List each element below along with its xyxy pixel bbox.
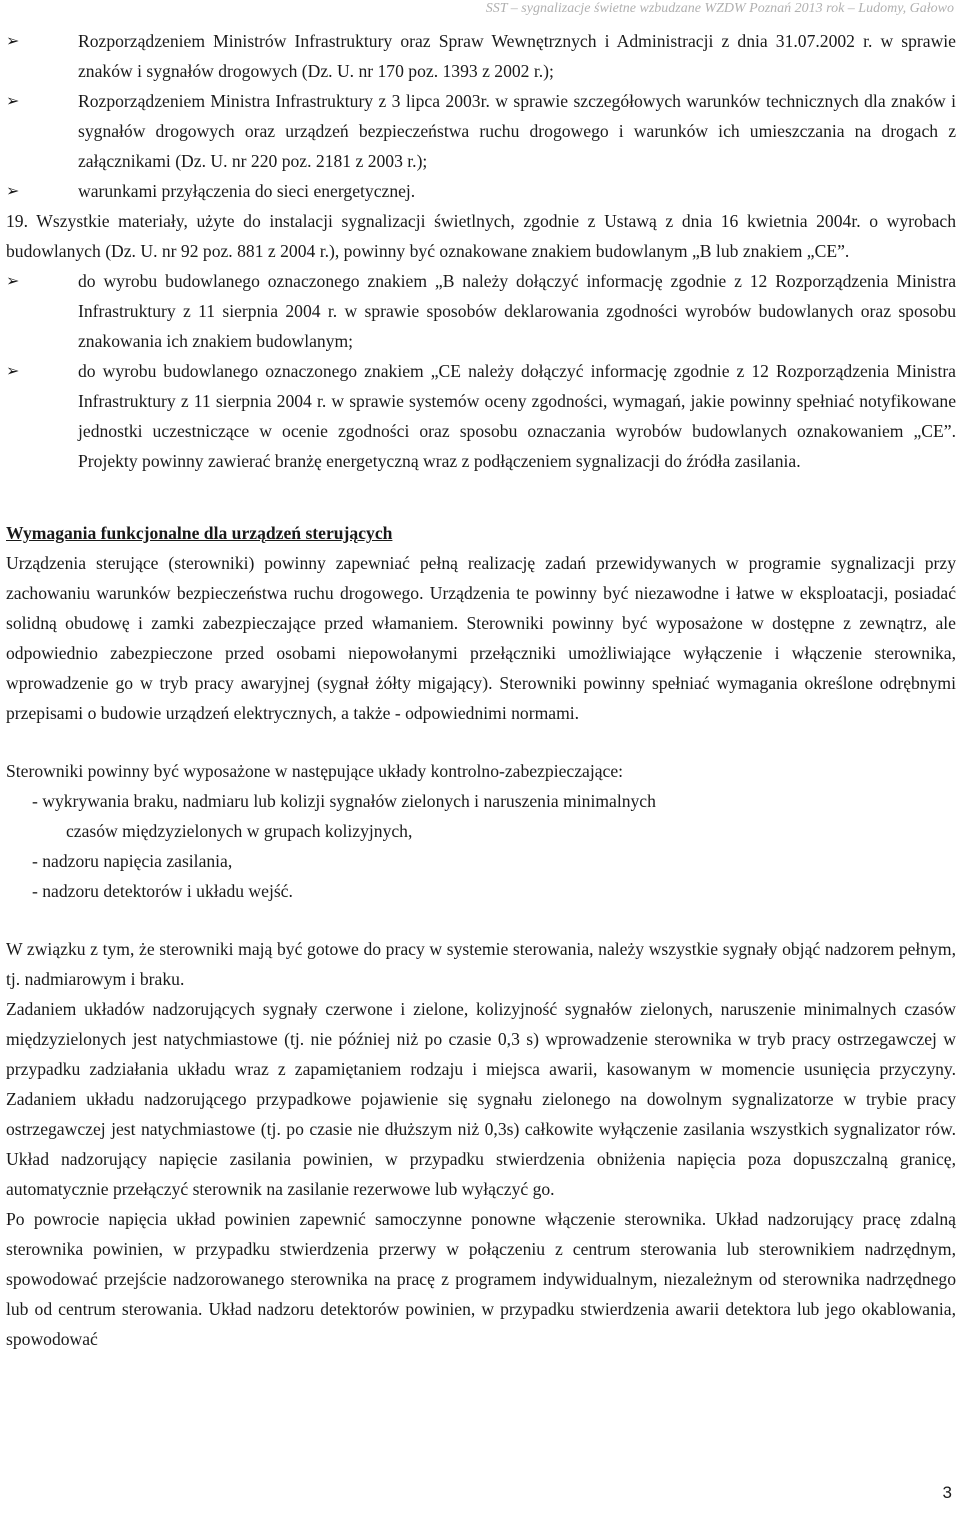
arrowhead-bullet-icon: ➢ xyxy=(6,361,20,380)
list-item xyxy=(6,356,956,476)
arrowhead-bullet-icon: ➢ xyxy=(6,181,20,200)
arrowhead-bullet-icon: ➢ xyxy=(6,31,20,50)
bullet-text: Rozporządzeniem Ministra Infrastruktury z 3 lipca 2003r. w sprawie szczegółowych warunków technicznych dla znaków i sygnałów drogowych oraz urządzeń bezpieczeństwa ruchu drogowego i warunków ich umieszczania na drogach z załącznikami (Dz. U. nr 220 poz. 2181 z 2003 r.); xyxy=(78,91,956,171)
paragraph: Po powrocie napięcia układ powinien zapewnić samoczynne ponowne włączenie sterownika. Układ nadzorujący pracę zdalną sterownika powinien, w przypadku stwierdzenia przerwy w połączeniu z centrum sterowania lub sterownikiem nadrzędnym, spowodować przejście nadzorowanego sterownika na pracę z programem indywidualnym, niezależnym od sterownika nadrzędnego lub od centrum sterowania. Układ nadzoru detektorów powinien, w przypadku stwierdzenia awarii detektora lub jego okablowania, spowodować xyxy=(6,1209,956,1349)
bullet-text: do wyrobu budowlanego oznaczonego znakiem „B należy dołączyć informację zgodnie z 12 Rozporządzenia Ministra Infrastruktury z 11 sierpnia 2004 r. w sprawie sposobów deklarowania zgodności wyrobów budowlanych oraz sposobu znakowania ich znakiem budowlanym; xyxy=(78,271,956,351)
point-19: 19. Wszystkie materiały, użyte do instalacji sygnalizacji świetlnych, zgodnie z Ustawą z dnia 16 kwietnia 2004r. o wyrobach budowlanych (Dz. U. nr 92 poz. 881 z 2004 r.), powinny być oznakowane znakiem budowlanym „B lub znakiem „CE”. xyxy=(6,211,956,261)
section-intro: Urządzenia sterujące (sterowniki) powinny zapewniać pełną realizację zadań przewidywanych w programie sygnalizacji przy zachowaniu warunków bezpieczeństwa ruchu drogowego. Urządzenia te powinny być niezawodne i łatwe w eksploatacji, posiadać solidną obudowę i zamki zabezpieczające przed włamaniem. Sterowniki powinny być wyposażone w dostępne z zewnątrz, ale odpowiednio zabezpieczone przed osobami niepowołanymi przełączniki umożliwiające wyłączenie i włączenie sterownika, wprowadzenie go w tryb pracy awaryjnej (sygnał żółty migający). Sterowniki powinny spełniać wymagania określone odrębnymi przepisami o budowie urządzeń elektrycznych, a także - odpowiednimi normami. xyxy=(6,553,956,723)
bullet-text: Rozporządzeniem Ministrów Infrastruktury oraz Spraw Wewnętrznych i Administracji z dnia 31.07.2002 r. w sprawie znaków i sygnałów drogowych (Dz. U. nr 170 poz. 1393 z 2002 r.); xyxy=(78,31,956,81)
bullet-text: warunkami przyłączenia do sieci energetycznej. xyxy=(78,181,416,201)
controls-list xyxy=(6,786,956,906)
list-item xyxy=(6,176,956,206)
paragraph: W związku z tym, że sterowniki mają być gotowe do pracy w systemie sterowania, należy wszystkie sygnały objąć nadzorem pełnym, tj. nadmiarowym i braku. xyxy=(6,939,956,989)
page-number: 3 xyxy=(942,1483,952,1502)
running-header: SST – sygnalizacje świetne wzbudzane WZDW Poznań 2013 rok – Ludomy, Gałowo xyxy=(485,1,954,16)
document-body xyxy=(6,26,956,1354)
controls-intro: Sterowniki powinny być wyposażone w następujące układy kontrolno-zabezpieczające: xyxy=(6,761,624,781)
list-item: - nadzoru napięcia zasilania, xyxy=(32,851,233,871)
bullet-text: do wyrobu budowlanego oznaczonego znakiem „CE należy dołączyć informację zgodnie z 12 Rozporządzenia Ministra Infrastruktury z 11 sierpnia 2004 r. w sprawie systemów oceny zgodności, wymagań, jakie powinny spełniać notyfikowane jednostki uczestniczące w ocenie zgodności oraz sposobu oznaczania wyrobów budowlanych oznakowaniem „CE”. Projekty powinny zawierać branżę energetyczną wraz z podłączeniem sygnalizacji do źródła zasilania. xyxy=(78,361,956,471)
list-item: - wykrywania braku, nadmiaru lub kolizji sygnałów zielonych i naruszenia minimalnych xyxy=(32,791,656,811)
section-heading: Wymagania funkcjonalne dla urządzeń sterujących xyxy=(6,523,393,543)
list-item xyxy=(6,86,956,176)
list-item xyxy=(6,26,956,86)
paragraph: Zadaniem układów nadzorujących sygnały czerwone i zielone, kolizyjność sygnałów zielonych, naruszenie minimalnych czasów międzyzielonych jest natychmiastowe (tj. nie później niż po czasie 0,3 s) wprowadzenie sterownika w tryb pracy ostrzegawczej w przypadku zadziałania układu wraz z zapamiętaniem rodzaju i miejsca awarii, kasowanym w momencie usunięcia przyczyny. Zadaniem układu nadzorującego przypadkowe pojawienie się sygnału zielonego na dowolnym sygnalizatorze w trybie pracy ostrzegawczej jest natychmiastowe (tj. po czasie nie dłuższym niż 0,3s) całkowite wyłączenie zasilania wszystkich sygnalizator rów. Układ nadzorujący napięcie zasilania powinien, w przypadku stwierdzenia obniżenia napięcia poza dopuszczalną granicę, automatycznie przełączyć sterownik na zasilanie rezerwowe lub wyłączyć go. xyxy=(6,999,956,1199)
arrowhead-bullet-icon: ➢ xyxy=(6,91,20,110)
arrowhead-bullet-icon: ➢ xyxy=(6,271,20,290)
list-item: - nadzoru detektorów i układu wejść. xyxy=(32,881,293,901)
list-item-continuation: czasów międzyzielonych w grupach kolizyjnych, xyxy=(66,821,413,841)
list-item xyxy=(6,266,956,356)
